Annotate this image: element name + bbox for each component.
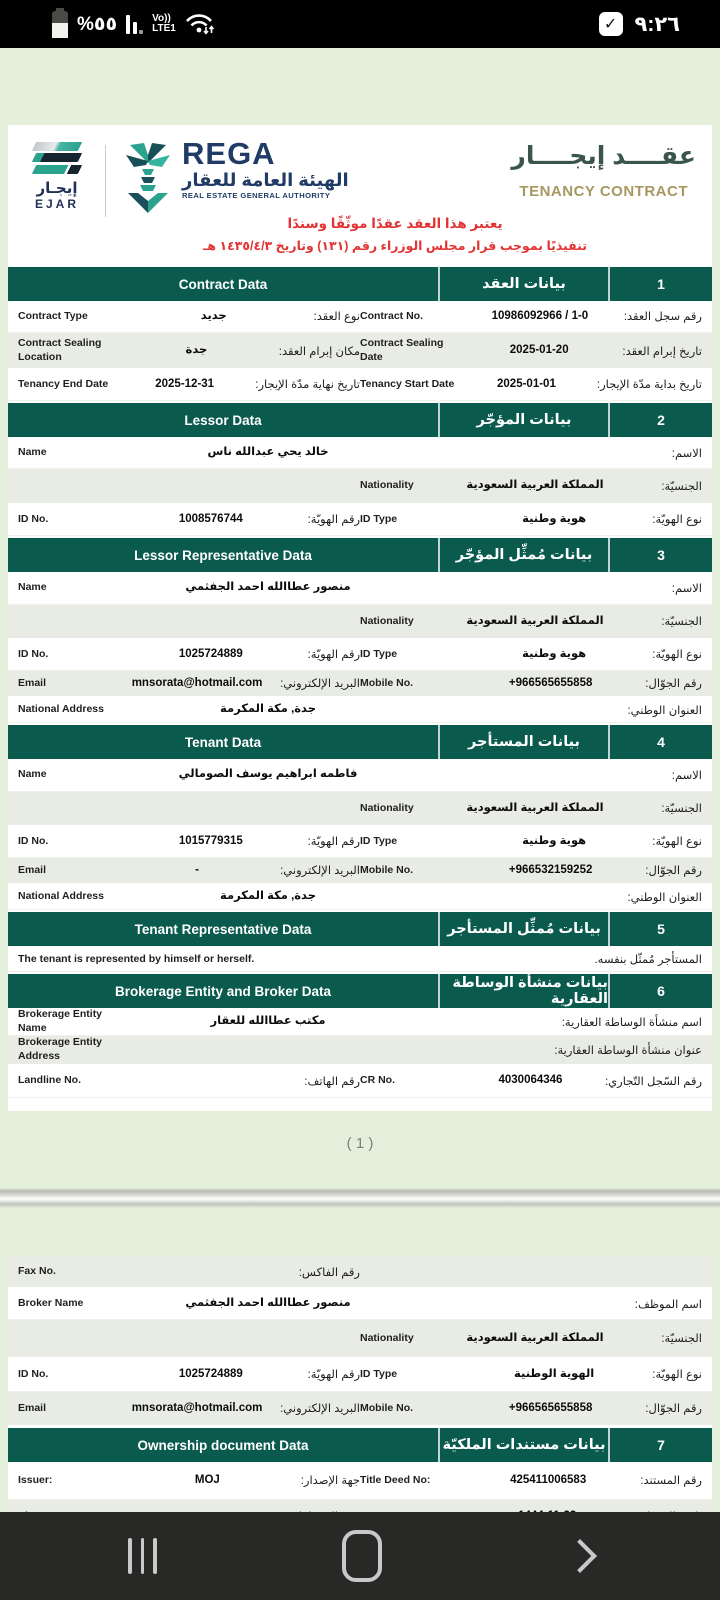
field-label-ar: نوع الهويّة: [652,514,702,527]
field-value: mnsorata@hotmail.com [131,676,263,689]
table-row [8,1036,712,1064]
field-value: الهوية الوطنية [514,1367,595,1380]
field-value: المملكة العربية السعودية [466,801,604,814]
field-label-ar: الاسم: [671,583,702,595]
section-title-ar: بيانات منشأة الوساطة العقارية [440,974,610,1008]
field-value: منصور عطاالله احمد الجفثمي [185,581,351,594]
row-half [360,1401,702,1417]
section-title-ar: بيانات مستندات الملكيّة [440,1428,610,1462]
field-label-ar: العنوان الوطني: [627,704,702,717]
section-header [8,725,712,759]
field-label-en: Contract Type [18,309,88,322]
field-label-ar: الجنسيّة: [661,480,702,493]
note-text-en: The tenant is represented by himself or herself. [18,952,255,965]
section-number: 7 [657,1437,665,1453]
field-label-en: ID Type [360,834,398,847]
field-value: مكتب عطاالله للعقار [210,1014,326,1027]
field-value: 1008576744 [178,512,243,525]
table-row [8,572,712,605]
section-title-ar: بيانات العقد [440,267,610,301]
field-label-en: Issuer: [18,1473,53,1486]
contract-title-arabic: عقــــد إيجــــار [511,142,696,170]
field-label-en: Title Deed No: [360,1473,431,1486]
section-header [8,974,712,1008]
field-value: المملكة العربية السعودية [466,479,604,492]
row-half [360,1331,702,1347]
contract-table-page-1 [8,267,712,1098]
contract-page-2 [8,1256,712,1512]
section-title-ar: بيانات مُمثِّل المؤجّر [440,538,610,572]
ejar-logo-english: EJAR [34,196,79,211]
rega-palm-icon [120,137,176,217]
status-bar [0,0,720,48]
field-label-en: Tenancy Start Date [360,377,455,390]
field-value: جدة, مكة المكرمة [220,889,316,902]
battery-percent: %٥٥ [77,13,118,35]
section-number: 2 [657,412,665,428]
field-label-en: Nationality [360,1331,414,1344]
row-half [360,377,702,393]
field-label-ar: البريد الإلكتروني: [280,678,360,691]
row-half [360,309,702,325]
row-half [18,1074,360,1088]
field-value: المملكة العربية السعودية [466,1331,604,1344]
rega-arabic-name: الهيئة العامة للعقار [182,170,349,190]
page-number: ( 1 ) [346,1135,374,1152]
rega-logo [120,137,349,217]
row-half [18,676,360,692]
field-label-ar: رقم الهويّة: [307,1369,360,1382]
section-title-ar: بيانات المؤجّر [440,403,610,437]
row-half [360,801,702,817]
field-label-en: Tenancy End Date [18,377,109,390]
page-separator [0,1188,720,1208]
field-value: منصور عطاالله احمد الجفثمي [185,1296,351,1309]
field-value: 1025724889 [178,647,243,660]
field-label-ar: رقم الجوّال: [645,1403,702,1416]
field-value: 1025724889 [178,1367,243,1380]
table-row [8,639,712,671]
field-label-en: ID No. [18,834,49,847]
android-nav-bar [0,1512,720,1600]
field-label-en: National Address [18,889,104,902]
field-label-en: Fax No. [18,1264,56,1277]
field-value: mnsorata@hotmail.com [131,1401,263,1414]
row-half [18,512,360,528]
table-row [8,1320,712,1358]
row-half [18,834,360,850]
field-label-ar: البريد الإلكتروني: [280,865,360,878]
row-half [360,834,702,850]
field-label-ar: رقم الهويّة: [307,649,360,662]
table-row [8,671,712,697]
table-row [8,946,712,972]
field-label-ar: تاريخ إبرام العقد: [622,345,702,358]
section-number: 5 [657,921,665,937]
section-number: 4 [657,734,665,750]
battery-icon [52,11,68,38]
field-label-ar: مكان إبرام العقد: [278,345,360,358]
table-row [8,437,712,469]
table-row [8,1288,712,1320]
field-label-ar: رقم الهويّة: [307,836,360,849]
field-label-en: Name [18,581,47,594]
field-label-ar: الاسم: [671,770,702,782]
field-label-en: ID Type [360,512,398,525]
status-time: ٩:٢٦ [634,12,680,36]
row-half [360,863,702,879]
wifi-icon [185,12,215,36]
home-button[interactable] [342,1530,382,1582]
field-label-en: Nationality [360,614,414,627]
row-half [360,1473,702,1489]
field-label-en: Mobile No. [360,676,414,689]
section-title-en: Tenant Representative Data [8,912,440,946]
row-half [360,478,702,494]
field-value: 2025-01-01 [497,377,556,390]
table-row [8,884,712,910]
field-label-en: Broker Name [18,1296,84,1309]
field-label-en: ID No. [18,647,49,660]
field-label-ar: البريد الإلكتروني: [280,1403,360,1416]
field-label-en: ID Type [360,1367,398,1380]
row-half [18,1265,360,1279]
field-label-ar: رقم الجوّال: [645,865,702,878]
field-label-ar: جهة الإصدار: [300,1475,360,1488]
table-row [8,469,712,504]
table-row [8,697,712,723]
field-label-en: Name [18,768,47,781]
contract-title-english: TENANCY CONTRACT [519,183,688,200]
field-value: المملكة العربية السعودية [466,614,604,627]
section-number: 1 [657,276,665,292]
section-header [8,267,712,301]
table-row [8,333,712,369]
section-header [8,1428,712,1462]
row-half [18,337,360,364]
field-label-ar: الجنسيّة: [661,1333,702,1346]
table-row [8,1358,712,1392]
field-label-en: Contract Sealing Location [18,336,102,363]
field-value: خالد يحي عبدالله ناس [207,445,329,458]
row-half [360,676,702,692]
field-value: جدة [185,343,208,356]
disclaimer-line-1: يعتبر هذا العقد عقدًا موثّقًا وسندًا [287,216,503,231]
field-label-en: Brokerage Entity Address [18,1036,103,1062]
status-icons-left [52,11,215,38]
table-row [8,504,712,536]
field-label-ar: رقم الجوّال: [645,678,702,691]
field-value: 1015779315 [178,834,243,847]
field-value: MOJ [194,1473,220,1486]
section-header [8,912,712,946]
field-label-en: Brokerage Entity Name [18,1008,103,1034]
section-number: 6 [657,983,665,999]
field-label-en: Name [18,445,47,458]
field-value: هوية وطنية [522,834,587,847]
field-value: 4030064346 [498,1073,563,1086]
section-title-en: Brokerage Entity and Broker Data [8,974,440,1008]
field-value: هوية وطنية [522,647,587,660]
row-half [360,337,702,364]
table-row [8,369,712,401]
field-label-en: CR No. [360,1073,395,1086]
field-label-en: National Address [18,702,104,715]
row-half [18,1473,360,1489]
field-label-ar: رقم الفاكس: [298,1266,360,1279]
row-half [18,1401,360,1417]
field-label-ar: تاريخ نهاية مدّة الإيجار: [255,379,360,392]
field-value: +966565655858 [508,1401,593,1414]
field-label-ar: الجنسيّة: [661,616,702,629]
field-label-en: Mobile No. [360,863,414,876]
field-label-ar: نوع الهويّة: [652,649,702,662]
table-row [8,858,712,884]
field-value: 2025-01-20 [509,343,569,356]
row-half [18,863,360,879]
section-header [8,403,712,437]
field-label-ar: عنوان منشأة الوساطة العقارية: [554,1044,702,1057]
rega-english-name: REAL ESTATE GENERAL AUTHORITY [182,191,331,200]
field-label-en: ID No. [18,512,49,525]
ejar-logo [26,139,88,211]
field-value: 10986092966 / 1-0 [491,309,589,322]
field-label-en: Nationality [360,801,414,814]
status-icons-right [599,12,680,37]
note-text-ar: المستأجر مُمثّل بنفسه. [594,953,702,966]
section-title-en: Ownership document Data [8,1428,440,1462]
field-label-en: Email [18,676,47,689]
section-title-en: Tenant Data [8,725,440,759]
field-label-ar: رقم السّجل التّجاري: [604,1075,702,1088]
field-label-en: Contract No. [360,309,423,322]
row-half [18,647,360,663]
field-label-en: ID Type [360,647,398,660]
table-row [8,605,712,639]
field-label-ar: الاسم: [671,447,702,460]
field-label-en: Nationality [360,479,414,492]
recents-button[interactable] [128,1538,157,1574]
rega-wordmark: REGA [182,136,276,171]
row-half [18,1367,360,1383]
row-half [360,1073,702,1089]
section-title-en: Contract Data [8,267,440,301]
table-row [8,759,712,792]
field-label-en: ID No. [18,1367,49,1380]
field-label-en: Landline No. [18,1073,81,1086]
section-header [8,538,712,572]
row-half [360,1367,702,1383]
contract-table-page-2 [8,1256,712,1534]
signal-icon [126,15,143,34]
field-label-ar: نوع الهويّة: [652,836,702,849]
field-label-ar: رقم الهاتف: [304,1075,360,1088]
field-label-ar: اسم منشأة الوساطة العقارية: [561,1016,702,1029]
field-label-ar: الجنسيّة: [661,803,702,816]
field-label-en: Email [18,863,47,876]
table-row [8,792,712,826]
field-value: +966565655858 [508,676,593,689]
network-type-label: Vo)) LTE1 [152,13,176,34]
field-label-ar: نوع الهويّة: [652,1369,702,1382]
field-value: +966532159252 [508,863,593,876]
section-title-en: Lessor Representative Data [8,538,440,572]
row-half [360,647,702,663]
field-label-en: Contract Sealing Date [360,336,444,363]
row-half [360,512,702,528]
field-label-ar: العنوان الوطني: [627,891,702,904]
table-row [8,1462,712,1500]
ejar-logo-arabic: إيجـار [36,179,78,197]
logo-divider [105,145,106,217]
table-row [8,826,712,858]
table-row [8,1256,712,1288]
table-row [8,1065,712,1098]
legal-disclaimer [88,213,702,257]
field-value: - [195,863,199,876]
row-half [360,614,702,630]
row-half [18,377,360,393]
pdf-viewer-scroll-area[interactable] [0,48,720,1512]
table-row [8,301,712,333]
field-value: هوية وطنية [522,512,587,525]
field-value: فاطمه ابراهيم يوسف الصومالي [178,768,358,781]
field-label-ar: نوع العقد: [313,311,360,324]
table-row [8,1392,712,1426]
field-label-ar: رقم المستند: [640,1475,702,1488]
field-label-ar: اسم الموظف: [634,1298,702,1311]
field-label-ar: رقم سجل العقد: [623,311,702,324]
back-button[interactable] [563,1539,597,1573]
table-row [8,1008,712,1036]
document-header [8,125,712,265]
field-value: جديد [200,309,227,322]
section-title-ar: بيانات المستأجر [440,725,610,759]
field-value: جدة, مكة المكرمة [220,702,316,715]
contract-page-1 [8,125,712,1111]
notification-checkbox-icon: ✓ [599,12,623,36]
field-label-en: Email [18,1401,47,1414]
disclaimer-line-2: تنفيذيًا بموجب قرار مجلس الوزراء رقم (١٣١) وتاريخ ١٤٣٥/٤/٣ هـ [203,239,587,253]
field-label-ar: رقم الهويّة: [307,514,360,527]
field-label-ar: تاريخ بداية مدّة الإيجار: [596,379,702,392]
field-label-en: Mobile No. [360,1401,414,1414]
field-value: 2025-12-31 [155,377,215,390]
field-value: 425411006583 [510,1473,587,1486]
section-title-ar: بيانات مُمثِّل المستأجر [440,912,610,946]
row-half [18,309,360,325]
section-title-en: Lessor Data [8,403,440,437]
section-number: 3 [657,547,665,563]
